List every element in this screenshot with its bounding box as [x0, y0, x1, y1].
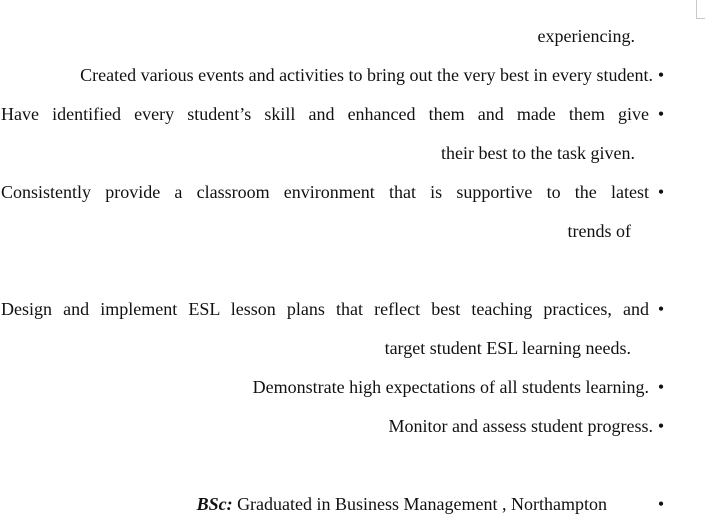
bullet-marker: •	[657, 494, 665, 514]
education-entry	[197, 493, 607, 515]
page-corner-marker	[696, 0, 705, 19]
bullet-text-classroom-environment: Consistently provide a classroom environment that is supportive to the latest	[1, 182, 649, 202]
bullet-text-identified-skills-cont: their best to the task given.	[441, 143, 635, 163]
bullet-marker: •	[657, 299, 665, 319]
bullet-marker: •	[657, 377, 665, 397]
bullet-text-esl-lesson-plans: Design and implement ESL lesson plans that reflect best teaching practices, and	[1, 299, 649, 319]
bullet-text-monitor-progress: Monitor and assess student progress.	[388, 416, 653, 436]
text-line-experiencing: experiencing.	[537, 26, 635, 46]
bullet-marker: •	[657, 65, 665, 85]
bullet-text-high-expectations: Demonstrate high expectations of all students learning.	[252, 377, 649, 397]
bullet-marker: •	[657, 104, 665, 124]
bullet-text-identified-skills: Have identified every student’s skill and enhanced them and made them give	[1, 104, 649, 124]
bullet-marker: •	[657, 182, 665, 202]
degree-detail: Graduated in Business Management , Northampton	[232, 494, 607, 514]
bullet-text-created-events: Created various events and activities to bring out the very best in every student.	[80, 65, 653, 85]
bullet-text-esl-lesson-plans-cont: target student ESL learning needs.	[384, 338, 631, 358]
bullet-marker: •	[657, 416, 665, 436]
degree-label: BSc:	[196, 494, 233, 514]
bullet-text-classroom-environment-cont: trends of	[567, 221, 631, 241]
